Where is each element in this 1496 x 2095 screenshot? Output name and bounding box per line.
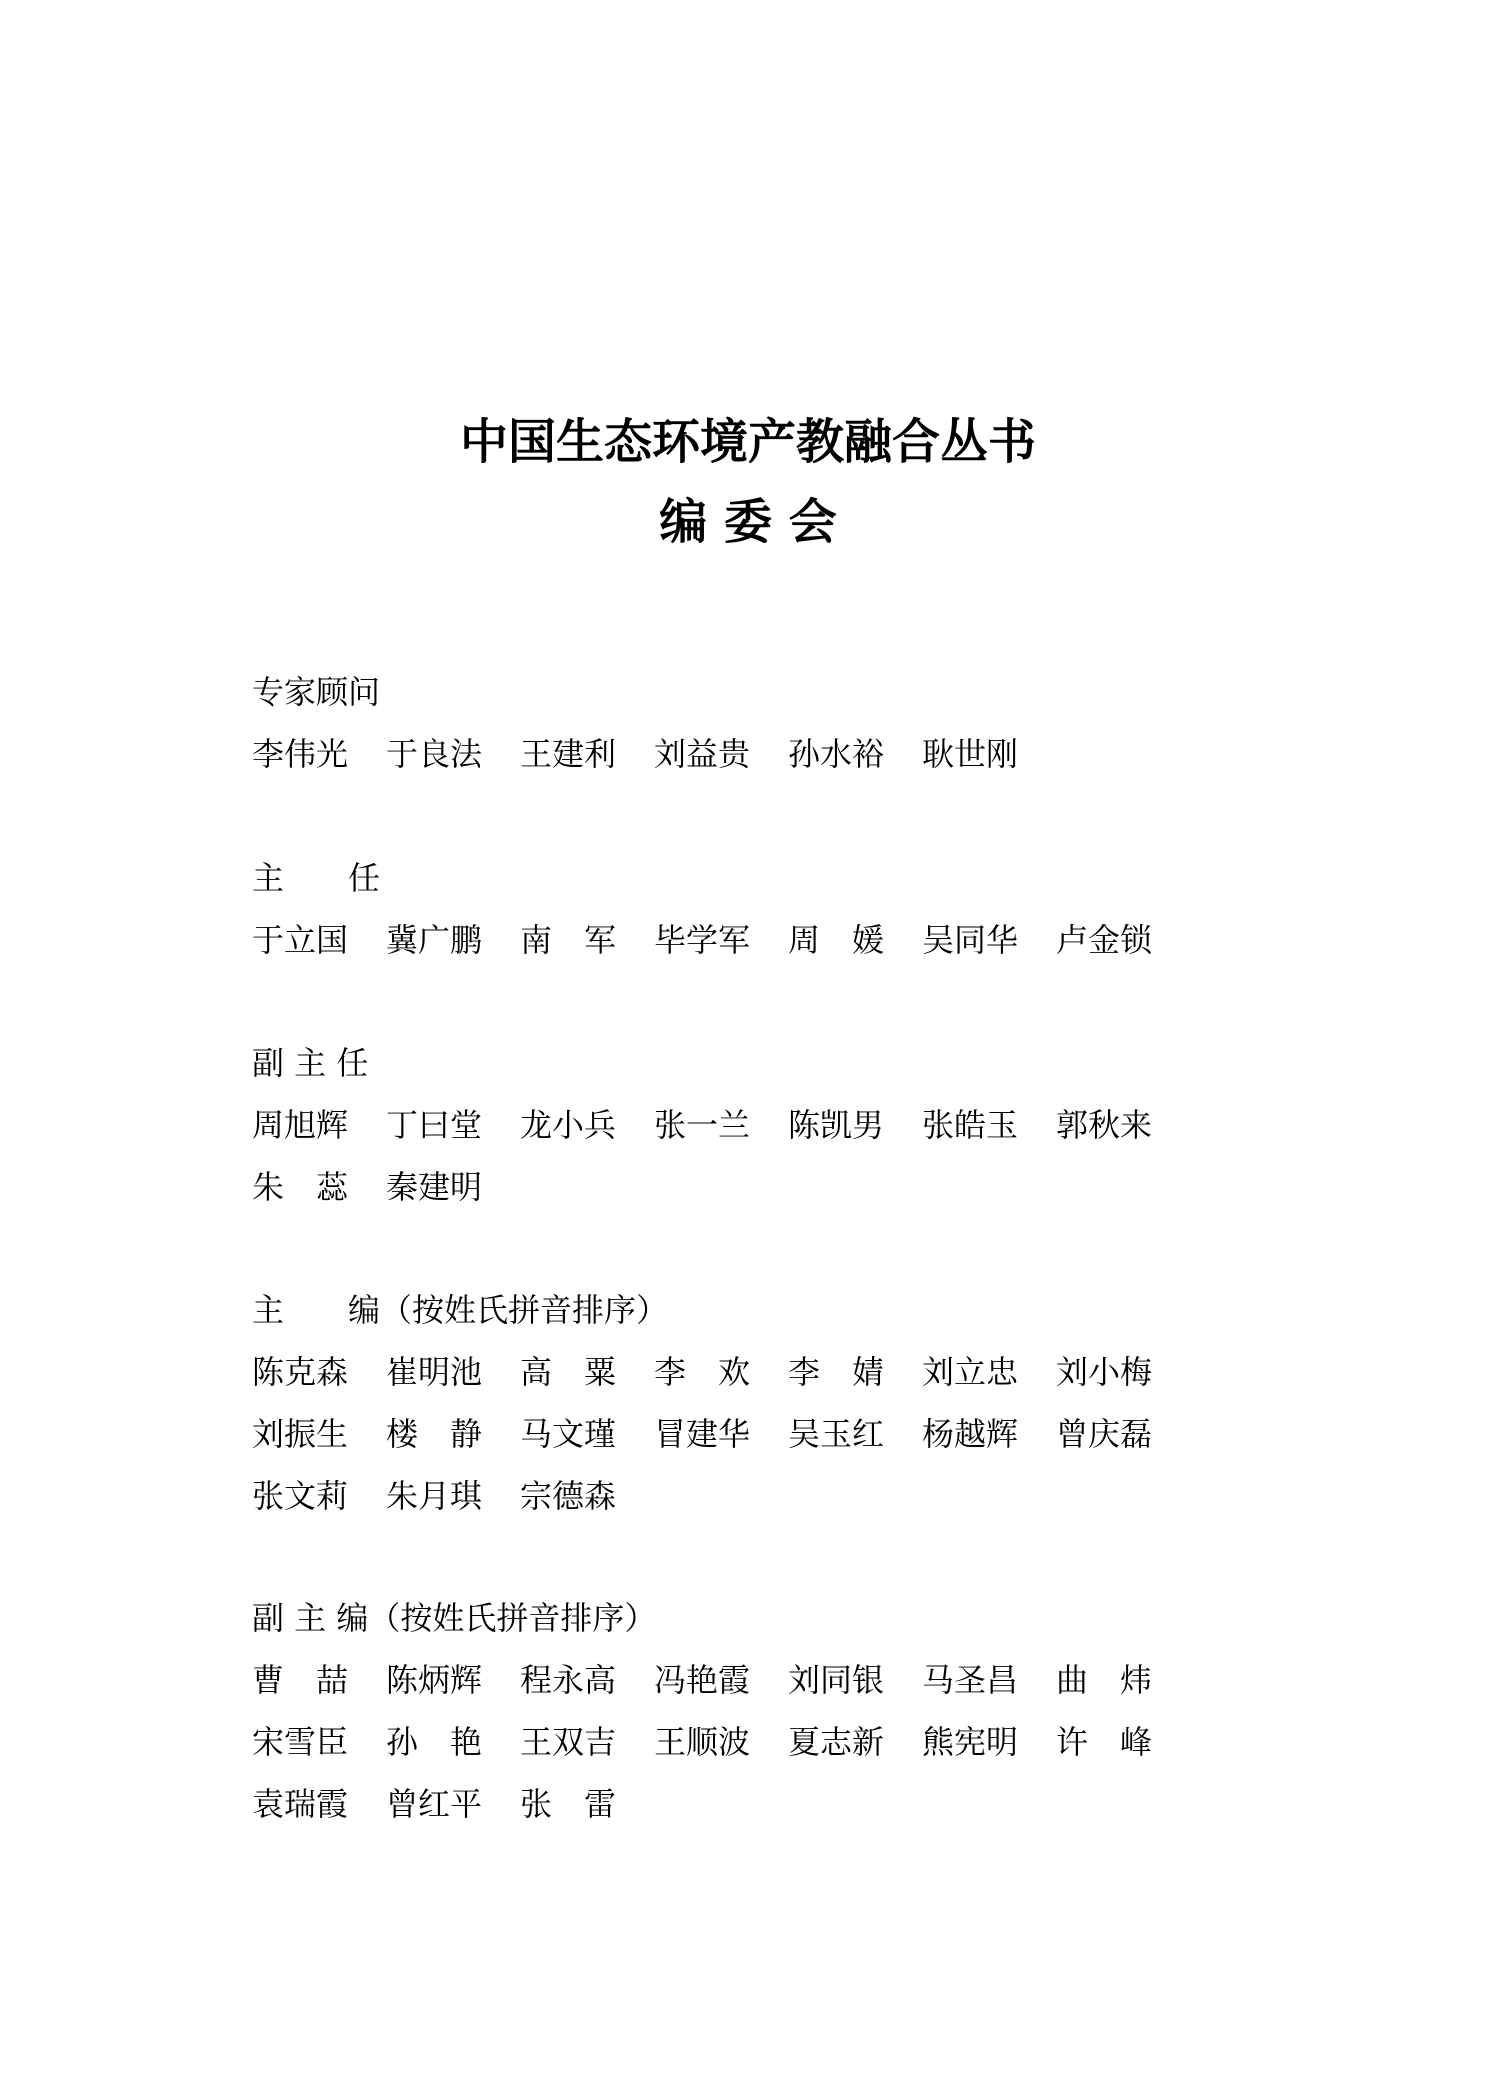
member-name: 王双吉 (520, 1723, 617, 1761)
section-chief-editors (252, 1290, 1212, 1538)
member-name: 王建利 (520, 735, 617, 773)
member-name: 陈凯男 (788, 1106, 885, 1144)
name-row (252, 1414, 1212, 1476)
member-name: 李 婧 (788, 1353, 885, 1391)
member-name: 陈炳辉 (386, 1661, 483, 1699)
member-name: 孙水裕 (788, 735, 885, 773)
member-name: 李 欢 (654, 1353, 751, 1391)
member-name: 卢金锁 (1056, 921, 1153, 959)
member-name: 高 粟 (520, 1353, 617, 1391)
member-name: 张文莉 (252, 1477, 349, 1515)
section-deputy-director (252, 1043, 1212, 1229)
member-name: 许 峰 (1056, 1723, 1153, 1761)
member-name: 马圣昌 (922, 1661, 1019, 1699)
name-row (252, 920, 1212, 982)
section-heading: 副 主 任 (252, 1044, 369, 1082)
name-row (252, 1352, 1212, 1414)
name-list (252, 1660, 1212, 1846)
member-name: 王顺波 (654, 1723, 751, 1761)
section-heading: 主 任 (252, 859, 381, 897)
member-name: 孙 艳 (386, 1723, 483, 1761)
member-name: 刘振生 (252, 1415, 349, 1453)
member-name: 曲 炜 (1056, 1661, 1153, 1699)
member-name: 龙小兵 (520, 1106, 617, 1144)
name-row (252, 1722, 1212, 1784)
member-name: 宗德森 (520, 1477, 617, 1515)
name-row (252, 1660, 1212, 1722)
member-name: 于立国 (252, 921, 349, 959)
member-name: 马文瑾 (520, 1415, 617, 1453)
member-name: 丁曰堂 (386, 1106, 483, 1144)
member-name: 崔明池 (386, 1353, 483, 1391)
member-name: 张皓玉 (922, 1106, 1019, 1144)
member-name: 曾庆磊 (1056, 1415, 1153, 1453)
committee-title: 编 委 会 (659, 494, 837, 550)
member-name: 毕学军 (654, 921, 751, 959)
member-name: 曾红平 (386, 1785, 483, 1823)
name-list (252, 1105, 1212, 1229)
member-name: 秦建明 (386, 1168, 483, 1206)
member-name: 张 雷 (520, 1785, 617, 1823)
member-name: 郭秋来 (1056, 1106, 1153, 1144)
member-name: 冯艳霞 (654, 1661, 751, 1699)
section-associate-editors (252, 1598, 1212, 1846)
member-name: 周 媛 (788, 921, 885, 959)
member-name: 李伟光 (252, 735, 349, 773)
member-name: 杨越辉 (922, 1415, 1019, 1453)
section-expert-advisors (252, 672, 1212, 796)
name-row (252, 734, 1212, 796)
member-name: 朱 蕊 (252, 1168, 349, 1206)
member-name: 冀广鹏 (386, 921, 483, 959)
member-name: 刘益贵 (654, 735, 751, 773)
member-name: 宋雪臣 (252, 1723, 349, 1761)
member-name: 刘同银 (788, 1661, 885, 1699)
name-list (252, 1352, 1212, 1538)
member-name: 夏志新 (788, 1723, 885, 1761)
member-name: 熊宪明 (922, 1723, 1019, 1761)
member-name: 陈克森 (252, 1353, 349, 1391)
member-name: 袁瑞霞 (252, 1785, 349, 1823)
section-director (252, 858, 1212, 982)
name-list (252, 920, 1212, 982)
name-list (252, 734, 1212, 796)
member-name: 南 军 (520, 921, 617, 959)
title-block (0, 408, 1496, 556)
member-name: 张一兰 (654, 1106, 751, 1144)
member-name: 刘小梅 (1056, 1353, 1153, 1391)
member-name: 程永高 (520, 1661, 617, 1699)
member-name: 周旭辉 (252, 1106, 349, 1144)
name-row (252, 1105, 1212, 1167)
section-heading: 专家顾问 (252, 673, 381, 711)
member-name: 刘立忠 (922, 1353, 1019, 1391)
section-heading: 副 主 编（按姓氏拼音排序） (252, 1599, 657, 1637)
member-name: 吴同华 (922, 921, 1019, 959)
member-name: 楼 静 (386, 1415, 483, 1453)
series-title: 中国生态环境产教融合丛书 (459, 414, 1036, 470)
member-name: 吴玉红 (788, 1415, 885, 1453)
member-name: 朱月琪 (386, 1477, 483, 1515)
member-name: 曹 喆 (252, 1661, 349, 1699)
name-row (252, 1167, 1212, 1229)
section-heading: 主 编（按姓氏拼音排序） (252, 1291, 669, 1329)
member-name: 冒建华 (654, 1415, 751, 1453)
member-name: 耿世刚 (922, 735, 1019, 773)
name-row (252, 1784, 1212, 1846)
name-row (252, 1476, 1212, 1538)
member-name: 于良法 (386, 735, 483, 773)
